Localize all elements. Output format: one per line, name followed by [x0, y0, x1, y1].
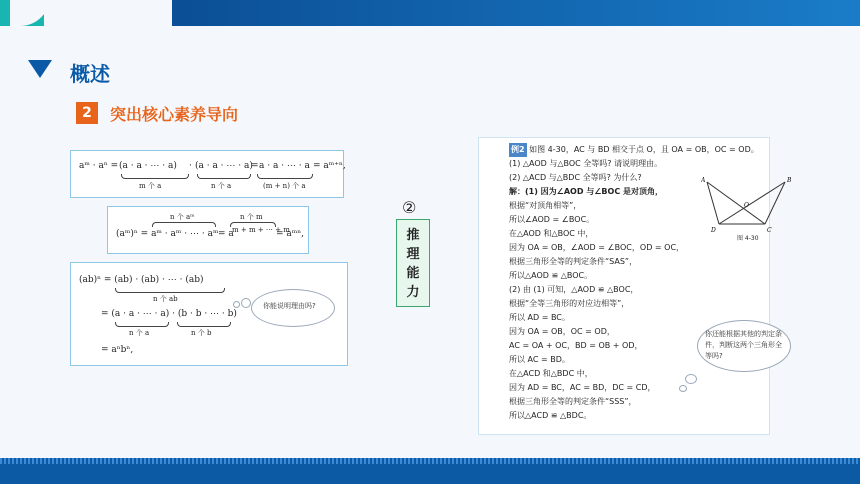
banner-blue-bar [172, 0, 860, 26]
thought-bubble-dot [233, 301, 240, 308]
bottom-banner [0, 458, 860, 484]
formula1-under3: (m + n) 个 a [263, 182, 306, 190]
example-line: 在△AOD 和△BOC 中， [509, 229, 594, 238]
formula-box-product-of-powers [70, 150, 344, 198]
point-label: D [711, 227, 716, 234]
formula3-under1: n 个 ab [153, 295, 178, 303]
formula3-line2: = (a · a · ⋯ · a) · (b · b · ⋯ · b) [101, 309, 237, 319]
ability-char: 能 [406, 266, 420, 281]
example-line: (2) △ACD 与△BDC 全等吗? 为什么? [509, 173, 642, 182]
example-line: 解：(1) 因为∠AOD 与∠BOC 是对顶角， [509, 187, 663, 196]
example-line: 所以△AOD ≌ △BOC。 [509, 271, 593, 280]
example-text: 如图 4-30，AC 与 BD 相交于点 O，且 OA = OB，OC = OD。 [529, 145, 759, 154]
page-title: 概述 [70, 62, 110, 86]
figure-caption: 图 4-30 [737, 235, 759, 242]
formula2-exponent: m + m + ⋯ + m [232, 226, 290, 234]
example-line: 在△ACD 和△BDC 中， [509, 369, 593, 378]
formula1-rhs: = aᵐ⁺ⁿ, [313, 161, 346, 171]
top-banner [0, 0, 860, 26]
formula2-lhs: (aᵐ)ⁿ = aᵐ · aᵐ · ⋯ · aᵐ [116, 229, 219, 239]
example-line: 因为 OA = OB，OC = OD， [509, 327, 615, 336]
example-line-0 [509, 143, 759, 157]
triangle-marker-icon [28, 60, 52, 78]
formula3-under2a: n 个 a [129, 329, 150, 337]
point-label: C [767, 227, 772, 234]
example-line: 根据三角形全等的判定条件“SAS”， [509, 257, 638, 266]
formula1-under2: n 个 a [211, 182, 232, 190]
formula1-dot: · [189, 161, 192, 171]
formula3-line3: = aⁿbⁿ, [101, 345, 134, 355]
formula2-mid: = a [218, 229, 234, 239]
formula2-rhs: = aᵐⁿ, [276, 229, 305, 239]
formula2-over1: n 个 aᵐ [170, 213, 195, 221]
underbrace [115, 322, 169, 327]
example-line: 所以 AC = BD。 [509, 355, 570, 364]
formula1-lhs: aᵐ · aⁿ = [79, 161, 119, 171]
formula-box-power-of-power [107, 206, 309, 254]
example-line: 根据三角形全等的判定条件“SSS”， [509, 397, 637, 406]
underbrace [115, 288, 225, 293]
ability-label-box [396, 219, 430, 307]
example-line: 根据“全等三角形的对应边相等”， [509, 299, 630, 308]
thought-bubble-text: 你能说明理由吗? [263, 302, 316, 310]
formula3-line1: (ab)ⁿ = (ab) · (ab) · ⋯ · (ab) [79, 275, 204, 285]
thought-bubble-dot [685, 374, 697, 384]
example-line: 因为 OA = OB，∠AOD = ∠BOC，OD = OC， [509, 243, 685, 252]
example-line: 所以∠AOD = ∠BOC。 [509, 215, 595, 224]
example-box [478, 137, 792, 435]
figure-4-30 [701, 176, 795, 236]
underbrace [177, 322, 231, 327]
underbrace [197, 174, 251, 179]
example-line: 所以 AD = BC。 [509, 313, 570, 322]
point-label: A [701, 177, 706, 184]
thought-bubble-dot [679, 385, 687, 392]
ability-number: ② [402, 198, 417, 217]
formula1-group1: (a · a · ⋯ · a) [119, 161, 177, 171]
thought-bubble-text: 你还能根据其他的判定条件，判断这两个三角形全等吗? [705, 330, 782, 360]
example-line: (2) 由 (1) 可知，△AOD ≌ △BOC， [509, 285, 639, 294]
formula1-group3: a · a · ⋯ · a [259, 161, 310, 171]
banner-gap [44, 0, 172, 26]
formula1-under1: m 个 a [139, 182, 162, 190]
underbrace [121, 174, 189, 179]
formula3-under2b: n 个 b [191, 329, 212, 337]
example-line: 因为 AD = BC，AC = BD，DC = CD， [509, 383, 656, 392]
thought-bubble-dot [241, 298, 251, 308]
ability-char: 力 [406, 285, 420, 300]
point-label: O [744, 202, 749, 209]
ability-char: 理 [406, 247, 420, 262]
formula1-eq2: = [251, 161, 259, 171]
underbrace [257, 174, 313, 179]
formula2-over2: n 个 m [240, 213, 263, 221]
example-line: (1) △AOD 与△BOC 全等吗? 请说明理由。 [509, 159, 663, 168]
example-label: 例2 [509, 143, 527, 157]
point-label: B [787, 177, 792, 184]
ability-char: 推 [406, 228, 420, 243]
section-number-badge: 2 [76, 102, 98, 124]
formula1-group2: (a · a · ⋯ · a) [195, 161, 253, 171]
section-subtitle: 突出核心素养导向 [110, 105, 239, 124]
example-line: 根据“对顶角相等”， [509, 201, 582, 210]
example-line: 所以△ACD ≌ △BDC。 [509, 411, 592, 420]
bottom-banner-pattern [0, 458, 860, 464]
example-line: AC = OA + OC，BD = OB + OD， [509, 341, 643, 350]
formula-box-power-of-product [70, 262, 348, 366]
overbrace [152, 222, 216, 227]
